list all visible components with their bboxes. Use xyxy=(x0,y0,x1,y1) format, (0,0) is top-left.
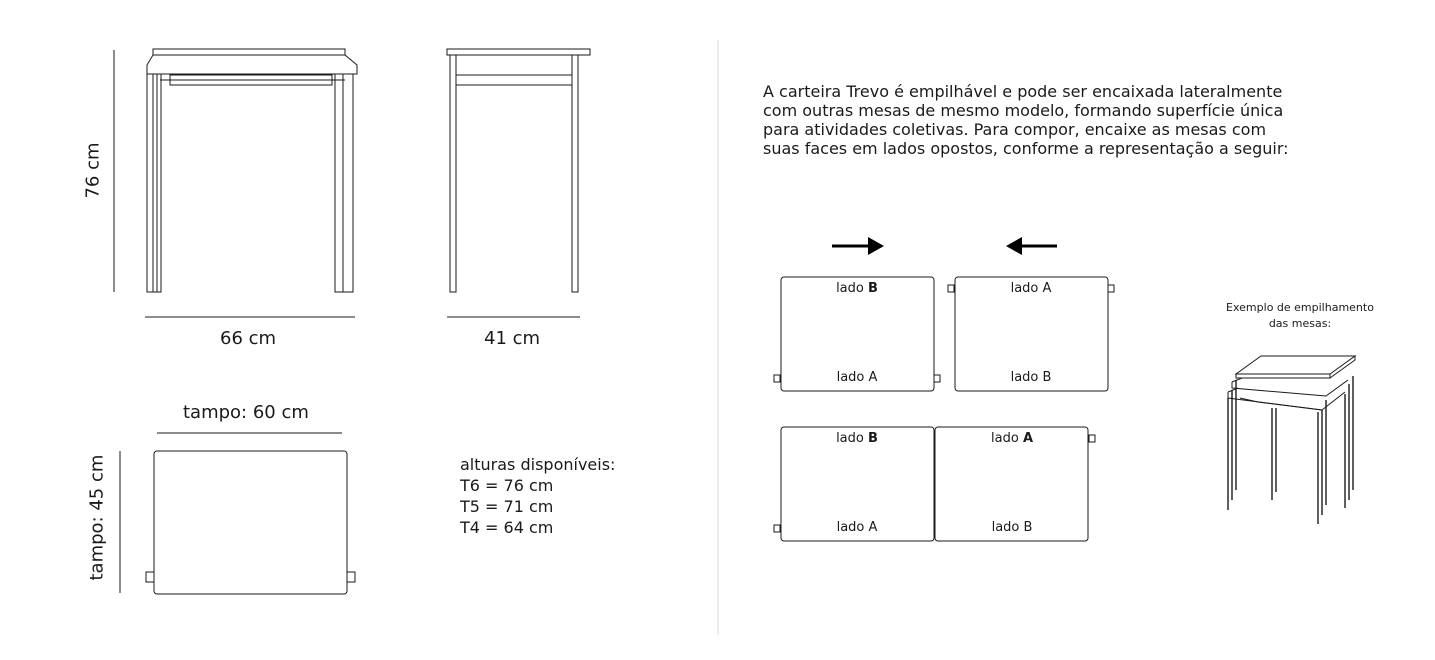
label-side-b: lado B xyxy=(836,431,878,446)
heights-title: alturas disponíveis: xyxy=(460,455,616,474)
label-side-a: lado A xyxy=(836,520,878,535)
label-side-b: lado B xyxy=(836,281,878,296)
description-line: A carteira Trevo é empilhável e pode ser encaixada lateralmente xyxy=(763,82,1283,101)
stacking-caption-line: Exemplo de empilhamento xyxy=(1226,301,1374,314)
height-t4: T4 = 64 cm xyxy=(460,518,554,537)
top-view-drawing xyxy=(120,433,355,594)
stacked-tables-drawing xyxy=(1228,356,1355,524)
side-depth-label: 41 cm xyxy=(484,328,541,349)
height-t5: T5 = 71 cm xyxy=(460,497,554,516)
front-view-drawing xyxy=(114,49,357,317)
height-dimension-label: 76 cm xyxy=(82,142,104,199)
arrow-right-icon xyxy=(832,237,884,255)
stacking-caption-line: das mesas: xyxy=(1268,317,1332,330)
height-t6: T6 = 76 cm xyxy=(460,476,554,495)
stacking-caption xyxy=(1200,300,1400,332)
side-view-drawing xyxy=(447,49,590,317)
description-line: suas faces em lados opostos, conforme a representação a seguir: xyxy=(763,139,1289,158)
label-side-a: lado A xyxy=(991,431,1033,446)
label-side-a: lado A xyxy=(836,370,878,385)
label-side-a: lado A xyxy=(1010,281,1052,296)
top-width-label: tampo: 60 cm xyxy=(183,402,309,423)
label-side-b: lado B xyxy=(1010,370,1052,385)
description-paragraph xyxy=(763,82,1363,158)
description-line: com outras mesas de mesmo modelo, formando superfície única xyxy=(763,101,1284,120)
label-side-b: lado B xyxy=(991,520,1033,535)
top-depth-label: tampo: 45 cm xyxy=(86,454,108,581)
description-line: para atividades coletivas. Para compor, encaixe as mesas com xyxy=(763,120,1267,139)
front-width-label: 66 cm xyxy=(220,328,277,349)
arrow-left-icon xyxy=(1006,237,1057,255)
available-heights xyxy=(460,454,615,538)
